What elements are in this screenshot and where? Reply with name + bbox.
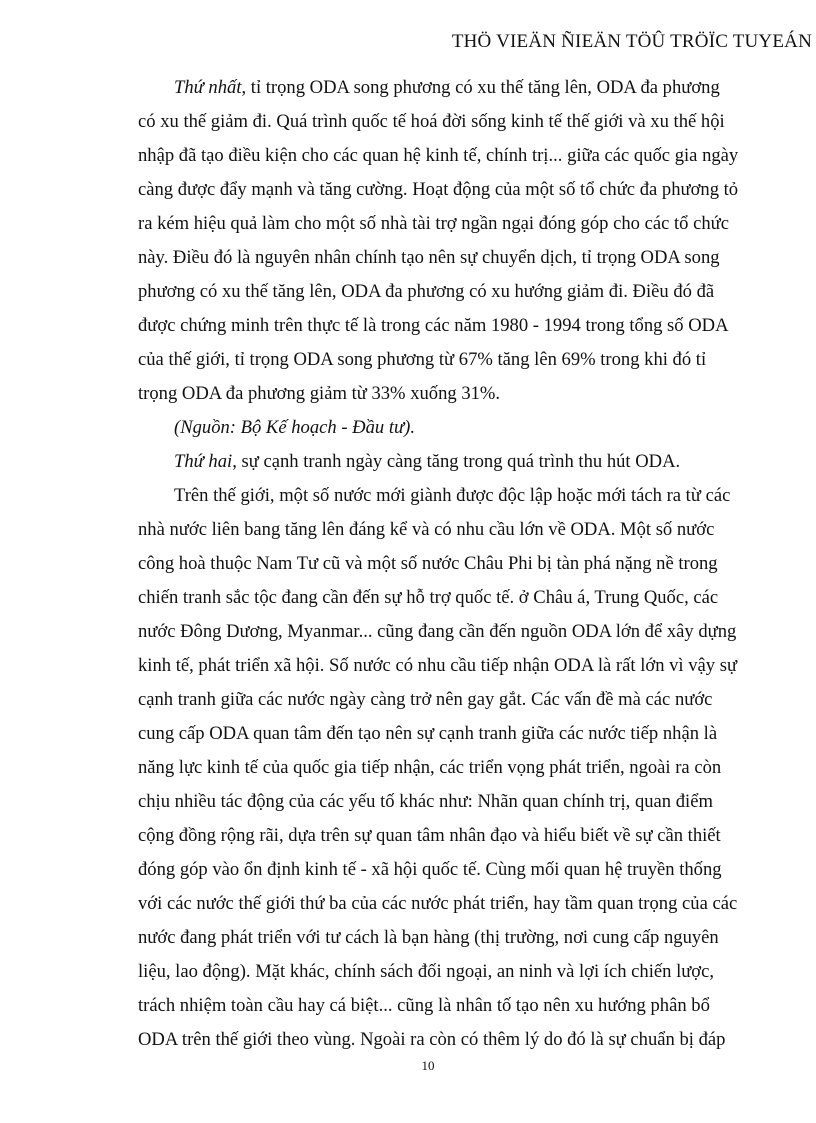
page-number: 10 bbox=[421, 1058, 435, 1073]
text-line: chiến tranh sắc tộc đang cần đến sự hỗ trợ quốc tế. ở Châu á, Trung Quốc, các bbox=[138, 587, 719, 608]
text-line: liệu, lao động). Mặt khác, chính sách đối ngoại, an ninh và lợi ích chiến lược, bbox=[138, 961, 715, 982]
text-line: nước Đông Dương, Myanmar... cũng đang cần đến nguồn ODA lớn để xây dựng bbox=[138, 621, 737, 642]
text-line: chịu nhiều tác động của các yếu tố khác như: Nhãn quan chính trị, quan điểm bbox=[138, 791, 713, 812]
source-citation: (Nguồn: Bộ Kế hoạch - Đầu tư). bbox=[174, 417, 415, 438]
text-line: của thế giới, tỉ trọng ODA song phương từ 67% tăng lên 69% trong khi đó tỉ bbox=[138, 349, 707, 370]
text-line: nước đang phát triển với tư cách là bạn hàng (thị trường, nơi cung cấp nguyên bbox=[138, 927, 719, 948]
text-line: Thứ nhất, tỉ trọng ODA song phương có xu thế tăng lên, ODA đa phương bbox=[174, 77, 720, 98]
emphasis-label: Thứ hai bbox=[174, 451, 233, 472]
text-line: ODA trên thế giới theo vùng. Ngoài ra còn có thêm lý do đó là sự chuẩn bị đáp bbox=[138, 1029, 726, 1050]
text-line: công hoà thuộc Nam Tư cũ và một số nước Châu Phi bị tàn phá nặng nề trong bbox=[138, 553, 718, 574]
text-line: nhà nước liên bang tăng lên đáng kể và có nhu cầu lớn về ODA. Một số nước bbox=[138, 519, 715, 540]
text-line: với các nước thế giới thứ ba của các nước phát triển, hay tầm quan trọng của các bbox=[138, 893, 738, 914]
text-line: kinh tế, phát triển xã hội. Số nước có nhu cầu tiếp nhận ODA là rất lớn vì vậy sự bbox=[138, 655, 738, 676]
library-header: THÖ VIEÄN ÑIEÄN TÖÛ TRÖÏC TUYEÁN bbox=[451, 31, 812, 52]
text-line: phương có xu thế tăng lên, ODA đa phương có xu hướng giảm đi. Điều đó đã bbox=[138, 281, 715, 302]
text-line: cung cấp ODA quan tâm đến tạo nên sự cạnh tranh giữa các nước tiếp nhận là bbox=[138, 723, 718, 744]
text-line: ra kém hiệu quả làm cho một số nhà tài trợ ngần ngại đóng góp cho các tổ chức bbox=[138, 213, 729, 234]
text-line: cộng đồng rộng rãi, dựa trên sự quan tâm nhân đạo và hiểu biết về sự cần thiết bbox=[138, 825, 721, 846]
paragraph-second-point: Thứ hai, sự cạnh tranh ngày càng tăng trong quá trình thu hút ODA. bbox=[174, 451, 681, 472]
text-line: trách nhiệm toàn cầu hay cá biệt... cũng là nhân tố tạo nên xu hướng phân bổ bbox=[138, 995, 710, 1016]
text-line: được chứng minh trên thực tế là trong các năm 1980 - 1994 trong tổng số ODA bbox=[138, 315, 729, 336]
text-line: này. Điều đó là nguyên nhân chính tạo nên sự chuyển dịch, tỉ trọng ODA song bbox=[138, 247, 720, 268]
text-line: trọng ODA đa phương giảm từ 33% xuống 31%. bbox=[138, 383, 501, 404]
text-line: năng lực kinh tế của quốc gia tiếp nhận, các triển vọng phát triển, ngoài ra còn bbox=[138, 757, 722, 778]
text-line: cạnh tranh giữa các nước ngày càng trở nên gay gắt. Các vấn đề mà các nước bbox=[138, 689, 713, 710]
text-line: nhập đã tạo điều kiện cho các quan hệ kinh tế, chính trị... giữa các quốc gia ngày bbox=[138, 145, 739, 166]
text-line: Trên thế giới, một số nước mới giành được độc lập hoặc mới tách ra từ các bbox=[174, 485, 731, 506]
text-line: đóng góp vào ổn định kinh tế - xã hội quốc tế. Cùng mối quan hệ truyền thống bbox=[138, 859, 722, 880]
text-line: có xu thế giảm đi. Quá trình quốc tế hoá đời sống kinh tế thế giới và xu thế hội bbox=[138, 111, 725, 132]
text-line: càng được đẩy mạnh và tăng cường. Hoạt động của một số tổ chức đa phương tỏ bbox=[138, 179, 739, 200]
emphasis-label: Thứ nhất bbox=[174, 77, 242, 98]
